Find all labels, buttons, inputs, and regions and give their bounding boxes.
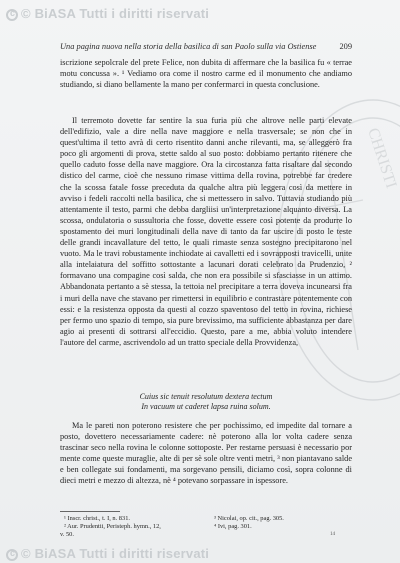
copyright-icon bbox=[6, 9, 18, 21]
signature-mark: 14 bbox=[330, 532, 335, 537]
footnote-4: ⁴ Ivi, pag. 301. bbox=[214, 523, 252, 530]
copyright-icon bbox=[6, 549, 18, 561]
verse-quotation bbox=[60, 392, 352, 412]
watermark-top bbox=[6, 6, 209, 21]
running-head-title: Una pagina nuova nella storia della basilica di san Paolo sulla via Ostiense bbox=[60, 42, 317, 51]
paragraph-2 bbox=[60, 115, 352, 348]
paragraph-3-text: Ma le pareti non poterono resistere che per pochissimo, ed impedite dal tornare a posto, dovettero necessariamente cadere: nè poterono alla lor volta cadere senza trascinar seco nella rovina le colonne sottoposte. Per restarne persuasi è necessario por mente come queste muraglie, alte di per sè sole oltre venti metri, ³ non piantavano salde e ben collegate sui fondamenti, ma sorgevano pensili, diciamo così, sopra colonne di dieci metri e mezzo di altezza, nè ⁴ potevano sorpassare in ispessore. bbox=[60, 421, 352, 486]
footnote-rule bbox=[60, 511, 120, 512]
watermark-bottom bbox=[6, 546, 209, 561]
footnote-1: ¹ Inscr. christ., t. I, n. 831. bbox=[64, 515, 130, 522]
paragraph-3 bbox=[60, 420, 352, 487]
footnote-3: ³ Nicolai, op. cit., pag. 305. bbox=[214, 515, 284, 522]
page-number: 209 bbox=[339, 42, 352, 51]
watermark-top-text: © BiASA Tutti i diritti riservati bbox=[21, 6, 210, 21]
footnote-2-continued: v. 50. bbox=[60, 531, 74, 538]
running-head bbox=[60, 42, 352, 51]
watermark-bottom-text: © BiASA Tutti i diritti riservati bbox=[21, 546, 210, 561]
paragraph-1 bbox=[60, 57, 352, 90]
verse-line-2: In vacuum ut caderet lapsa ruina solum. bbox=[141, 402, 271, 411]
verse-line-1: Cuius sic tenuit resolutum dextera tectum bbox=[139, 392, 273, 401]
footnote-2: ² Aur. Prudentii, Peristeph. hymn., 12, bbox=[64, 523, 161, 530]
paragraph-2-text: Il terremoto dovette far sentire la sua furia più che altrove nelle parti elevate dell'edifizio, vale a dire nella nave maggiore e nella trasversale; se non che in quest'ultima il tetto avrà di certo risentito danni anche rilevanti, ma, se alleggerò fra poco gli argomenti di prova, stette saldo al suo posto: dobbiamo pertanto ritenere che quello caduto fosse della nave maggiore. Ora la circostanza fatta risaltare dal secondo distico del carme, cioè che nessuno rimase vittima della rovina, potrebbe far credere che la scossa fatale fosse preceduta da qualche altra più leggera così da mettere in avviso i fedeli raccolti nella basilica, che si mettessero in salvo. Tuttavia studiando più attentamente il testo, parmi che debba dargliisi un'interpretazione alquanto diversa. La scossa, ondulatoria o sussultoria che fosse, dovette essere così potente da produrre lo spostamento dei muri longitudinali della nave di tanto da far uscire di posto le teste delle grandi incavallature del tetto, le quali rimaste senza sostegno precipitarono nel vuoto. Ma le travi robustamente inchiodate ai cavalletti ed i sovrapposti travicelli, unite alla intelaiatura del soffitto sottostante a lacunari dorati celebrato da Prudenzio, ² formavano una compagine così salda, che non era possibile si sfasciasse in un attimo. Abbandonata pertanto a sè stessa, la tettoia nel precipitare a terra doveva incunearsi fra i muri della nave che stavano per rimettersi in equilibrio e contrastare potentemente con essi: e la resistenza opposta da questi al cozzo spaventoso del tetto in rovina, richiese per fermo uno spazio di tempo, sia pure brevissimo, ma sufficiente abbastanza per dare agio ai presenti di sottrarsi all'eccidio. Questo, pare a me, abbia voluto intendere l'autore del carme, ascrivendolo ad un tratto speciale della Provvidenza, bbox=[60, 116, 352, 347]
paragraph-1-text: iscrizione sepolcrale del prete Felice, non dubita di affermare che la basilica fu « terrae motu concussa ». ¹ Vediamo ora come il nostro carme ed il monumento che andiamo studiando, si diano bellamente la mano per confermarci in questa conclusione. bbox=[60, 58, 352, 90]
seal-text: CHRISTI bbox=[364, 125, 400, 191]
